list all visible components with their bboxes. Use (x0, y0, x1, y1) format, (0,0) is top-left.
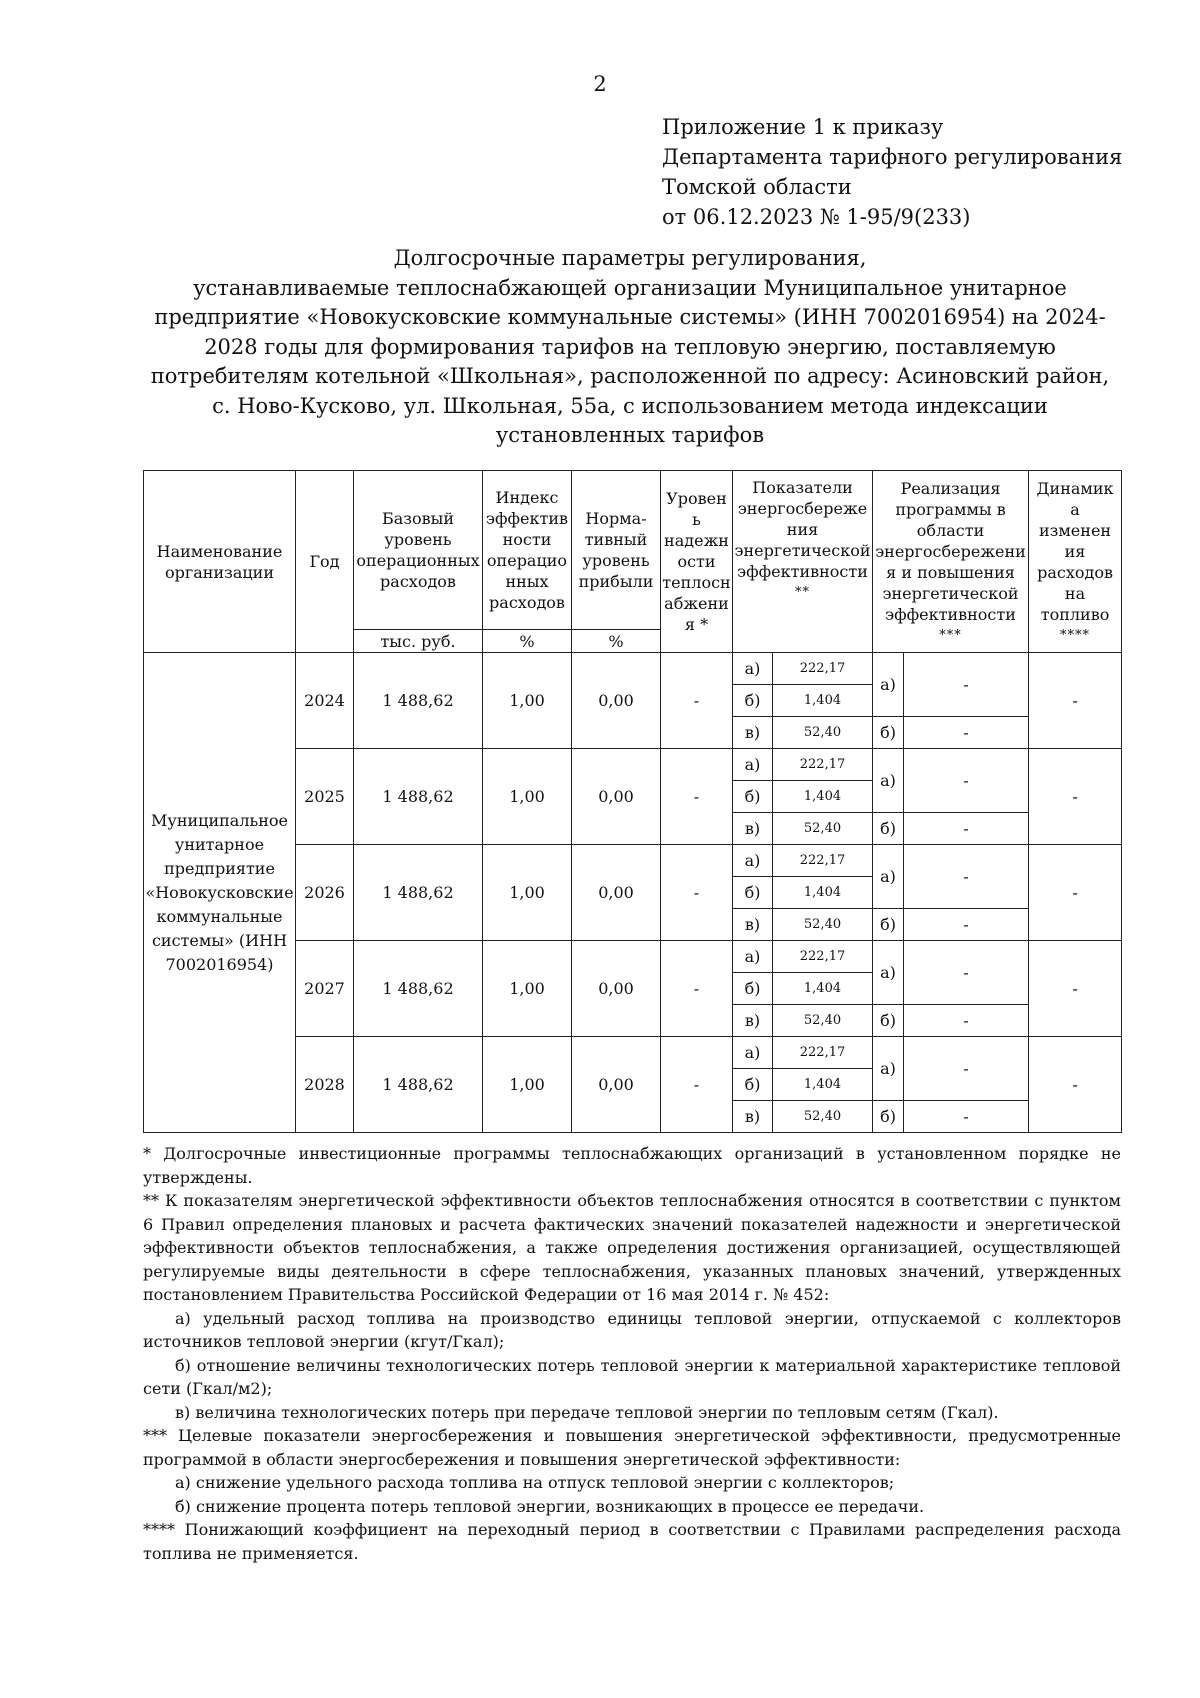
appendix-block (662, 112, 1122, 232)
header-line: а (1070, 499, 1080, 519)
indicator-label: б) (733, 1069, 773, 1101)
cell-reliability: - (661, 1037, 733, 1133)
cell-network-loss: 52,40 (773, 717, 873, 749)
header-line: ь (692, 510, 701, 529)
parameters-table (143, 470, 1122, 1133)
header-line: надежн (664, 531, 729, 550)
cell-index: 1,00 (483, 941, 572, 1037)
header-year: Год (296, 471, 354, 653)
header-profit-level (572, 471, 661, 630)
header-line: я * (684, 615, 709, 634)
indicator-label: в) (733, 813, 773, 845)
cell-reliability: - (661, 941, 733, 1037)
org-line: унитарное (174, 834, 265, 854)
header-line: теплосн (662, 573, 731, 592)
header-line: организации (164, 562, 274, 582)
footnote-4: **** Понижающий коэффициент на переходный период в соответствии с Правилами распределения расхода топлива не применяется. (143, 1520, 1121, 1563)
footnotes (143, 1142, 1121, 1565)
header-program (873, 471, 1029, 653)
header-line: Показатели (752, 477, 853, 497)
program-label: а) (873, 749, 904, 813)
org-line: Муниципальное (151, 810, 288, 830)
org-line: «Новокусковские (145, 882, 294, 902)
footnote-2: ** К показателям энергетической эффективности объектов теплоснабжения относятся в соответствии с пунктом 6 Правил определения плановых и расчета фактических значений показателей надежности и энергетической эффективности объектов теплоснабжения, а также определения достижения организацией, осуществляющей регулируемые виды деятельности в сфере теплоснабжения, указанных плановых значений, утвержденных постановлением Правительства Российской Федерации от 16 мая 2014 г. № 452: (143, 1191, 1121, 1304)
header-line: ости (677, 552, 716, 571)
program-label: а) (873, 1037, 904, 1101)
footnote-1: * Долгосрочные инвестиционные программы теплоснабжающих организаций в установленном порядке не утверждены. (143, 1144, 1121, 1187)
org-line: системы» (ИНН (151, 930, 288, 950)
header-line: топливо (1040, 604, 1110, 624)
indicator-label: б) (733, 877, 773, 909)
header-reliability (661, 471, 733, 653)
header-organization (144, 471, 296, 653)
header-line: Динамик (1036, 478, 1114, 498)
program-label: б) (873, 909, 904, 941)
footnote-3-item-a: а) снижение удельного расхода топлива на отпуск тепловой энергии с коллекторов; (175, 1473, 895, 1492)
indicator-label: а) (733, 845, 773, 877)
cell-program-a: - (904, 845, 1029, 909)
cell-program-b: - (904, 717, 1029, 749)
cell-loss-ratio: 1,404 (773, 685, 873, 717)
cell-loss-ratio: 1,404 (773, 781, 873, 813)
header-line: уровень (384, 530, 452, 549)
header-base-cost (354, 471, 483, 630)
header-line: изменен (1038, 520, 1112, 540)
cell-index: 1,00 (483, 845, 572, 941)
footnote-mark: **** (1060, 627, 1091, 643)
header-line: расходов (1037, 562, 1113, 582)
title-line: установленных тарифов (495, 423, 765, 447)
appendix-line: от 06.12.2023 № 1-95/9(233) (662, 205, 971, 229)
cell-reliability: - (661, 749, 733, 845)
program-label: б) (873, 813, 904, 845)
header-line: энергосбережени (875, 541, 1026, 561)
cell-program-a: - (904, 941, 1029, 1005)
indicator-label: в) (733, 1005, 773, 1037)
appendix-line: Томской области (662, 175, 852, 199)
unit-base-cost: тыс. руб. (354, 630, 483, 653)
cell-fuel-rate: 222,17 (773, 749, 873, 781)
cell-base-cost: 1 488,62 (354, 941, 483, 1037)
cell-year: 2026 (296, 845, 354, 941)
cell-program-b: - (904, 1101, 1029, 1133)
header-line: Уровен (666, 489, 727, 508)
program-label: а) (873, 941, 904, 1005)
cell-index: 1,00 (483, 749, 572, 845)
unit-profit: % (572, 630, 661, 653)
header-line: Индекс (495, 488, 559, 507)
header-line: Наименование (156, 541, 283, 561)
cell-year: 2027 (296, 941, 354, 1037)
title-line: Долгосрочные параметры регулирования, (393, 246, 867, 270)
cell-profit: 0,00 (572, 653, 661, 749)
header-line: энергетической (882, 583, 1019, 603)
header-line: Норма- (585, 509, 647, 528)
header-line: ния (786, 519, 819, 539)
program-label: б) (873, 1101, 904, 1133)
cell-reliability: - (661, 845, 733, 941)
cell-profit: 0,00 (572, 749, 661, 845)
program-label: б) (873, 717, 904, 749)
indicator-label: б) (733, 973, 773, 1005)
page-number: 2 (593, 72, 607, 96)
cell-index: 1,00 (483, 653, 572, 749)
program-label: а) (873, 845, 904, 909)
appendix-line: Департамента тарифного регулирования (662, 145, 1123, 169)
header-line: нных (505, 572, 549, 591)
header-energy-efficiency (733, 471, 873, 653)
header-line: на (1064, 583, 1086, 603)
cell-program-b: - (904, 1005, 1029, 1037)
cell-year: 2028 (296, 1037, 354, 1133)
unit-index: % (483, 630, 572, 653)
cell-profit: 0,00 (572, 845, 661, 941)
cell-year: 2025 (296, 749, 354, 845)
cell-loss-ratio: 1,404 (773, 1069, 873, 1101)
org-line: коммунальные (156, 906, 283, 926)
header-line: расходов (380, 572, 456, 591)
cell-base-cost: 1 488,62 (354, 845, 483, 941)
cell-program-a: - (904, 1037, 1029, 1101)
indicator-label: а) (733, 941, 773, 973)
header-line: абжени (664, 594, 729, 613)
appendix-line: Приложение 1 к приказу (662, 115, 944, 139)
cell-profit: 0,00 (572, 1037, 661, 1133)
header-line: эффектив (486, 509, 568, 528)
indicator-label: а) (733, 1037, 773, 1069)
header-line: операционных (356, 551, 480, 570)
cell-fuel-rate: 222,17 (773, 653, 873, 685)
indicator-label: в) (733, 717, 773, 749)
header-line: ия (1064, 541, 1086, 561)
footnote-3-item-b: б) снижение процента потерь тепловой энергии, возникающих в процессе ее передачи. (175, 1496, 925, 1516)
header-line: энергетической (734, 540, 871, 560)
cell-fuel-dynamics: - (1029, 1037, 1122, 1133)
cell-loss-ratio: 1,404 (773, 877, 873, 909)
header-line: эффективности (885, 604, 1016, 624)
footnote-3: *** Целевые показатели энергосбережения и повышения энергетической эффективности, предусмотренные программой в области энергосбережения и повышения энергетической эффективности: (143, 1426, 1121, 1469)
title-line: устанавливаемые теплоснабжающей организации Муниципальное унитарное (193, 275, 1067, 300)
header-line: операцио (486, 551, 568, 570)
cell-fuel-dynamics: - (1029, 941, 1122, 1037)
cell-program-a: - (904, 653, 1029, 717)
header-line: расходов (489, 593, 565, 612)
indicator-label: а) (733, 749, 773, 781)
cell-fuel-rate: 222,17 (773, 1037, 873, 1069)
header-efficiency-index (483, 471, 572, 630)
cell-base-cost: 1 488,62 (354, 1037, 483, 1133)
header-line: ности (502, 530, 552, 549)
header-line: эффективности (737, 561, 868, 581)
cell-base-cost: 1 488,62 (354, 653, 483, 749)
cell-program-b: - (904, 909, 1029, 941)
cell-profit: 0,00 (572, 941, 661, 1037)
cell-program-a: - (904, 749, 1029, 813)
cell-network-loss: 52,40 (773, 1101, 873, 1133)
header-line: тивный (584, 530, 648, 549)
title-line: предприятие «Новокусковские коммунальные системы» (ИНН 7002016954) на 2024- (154, 305, 1106, 329)
cell-loss-ratio: 1,404 (773, 973, 873, 1005)
cell-network-loss: 52,40 (773, 813, 873, 845)
header-line: области (916, 520, 985, 540)
cell-fuel-dynamics: - (1029, 653, 1122, 749)
cell-year: 2024 (296, 653, 354, 749)
header-line: Реализация (900, 478, 1001, 498)
cell-reliability: - (661, 653, 733, 749)
cell-fuel-rate: 222,17 (773, 845, 873, 877)
indicator-label: в) (733, 909, 773, 941)
header-line: уровень (582, 551, 650, 570)
header-fuel-dynamics (1029, 471, 1122, 653)
indicator-label: а) (733, 653, 773, 685)
footnote-2-item-a: а) удельный расход топлива на производство единицы тепловой энергии, отпускаемой с коллекторов источников тепловой энергии (кгут/Гкал); (143, 1308, 1121, 1351)
program-label: б) (873, 1005, 904, 1037)
cell-network-loss: 52,40 (773, 1005, 873, 1037)
org-line: 7002016954) (165, 954, 274, 974)
cell-program-b: - (904, 813, 1029, 845)
header-line: я и повышения (886, 562, 1015, 582)
footnote-mark: *** (939, 627, 962, 643)
header-line: программы в (895, 499, 1006, 519)
header-line: прибыли (578, 572, 654, 591)
title-line: потребителям котельной «Школьная», расположенной по адресу: Асиновский район, (150, 364, 1110, 388)
cell-base-cost: 1 488,62 (354, 749, 483, 845)
title-line: с. Ново-Кусково, ул. Школьная, 55а, с использованием метода индексации (212, 393, 1048, 418)
org-line: предприятие (164, 858, 275, 878)
footnote-mark: ** (795, 584, 810, 600)
cell-network-loss: 52,40 (773, 909, 873, 941)
indicator-label: б) (733, 685, 773, 717)
title-line: 2028 годы для формирования тарифов на тепловую энергию, поставляемую (204, 334, 1056, 359)
program-label: а) (873, 653, 904, 717)
cell-fuel-dynamics: - (1029, 845, 1122, 941)
organization-name (144, 653, 296, 1133)
footnote-2-item-b: б) отношение величины технологических потерь тепловой энергии к материальной характеристике тепловой сети (Гкал/м2); (143, 1355, 1121, 1398)
indicator-label: б) (733, 781, 773, 813)
cell-index: 1,00 (483, 1037, 572, 1133)
indicator-label: в) (733, 1101, 773, 1133)
header-line: Базовый (381, 509, 455, 528)
header-line: энергосбереже (737, 498, 868, 518)
cell-fuel-rate: 222,17 (773, 941, 873, 973)
cell-fuel-dynamics: - (1029, 749, 1122, 845)
footnote-2-item-v: в) величина технологических потерь при передаче тепловой энергии по тепловым сетям (Гкал). (175, 1402, 999, 1422)
document-title (140, 244, 1120, 451)
